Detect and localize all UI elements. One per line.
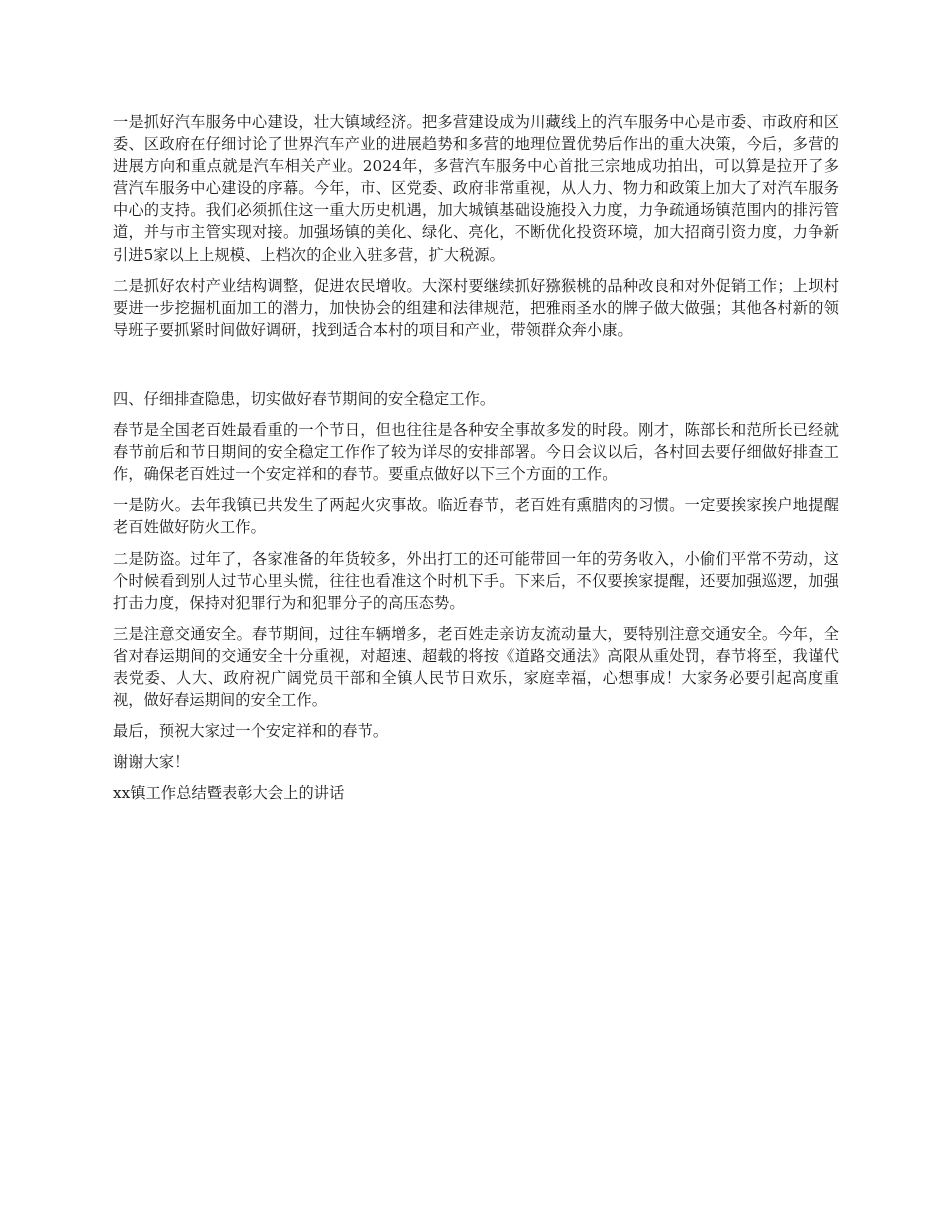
paragraph-fire-prevention: 一是防火。去年我镇已共发生了两起火灾事故。临近春节，老百姓有熏腊肉的习惯。一定要挨家挨户地提醒老百姓做好防火工作。: [113, 496, 839, 537]
paragraph-auto-service-center: 一是抓好汽车服务中心建设，壮大镇域经济。把多营建设成为川藏线上的汽车服务中心是市委、市政府和区委、区政府在仔细讨论了世界汽车产业的进展趋势和多营的地理位置优势后作出的重大决策，今后，多营的进展方向和重点就是汽车相关产业。2024年，多营汽车服务中心首批三宗地成功拍出，可以算是拉开了多营汽车服务中心建设的序幕。今年，市、区党委、政府非常重视，从人力、物力和政策上加大了对汽车服务中心的支持。我们必须抓住这一重大历史机遇，加大城镇基础设施投入力度，力争疏通场镇范围内的排污管道，并与市主管实现对接。加强场镇的美化、绿化、亮化，不断优化投资环境，加大招商引资力度，力争新引进5家以上上规模、上档次的企业入驻多营，扩大税源。: [113, 113, 839, 264]
paragraph-theft-prevention: 二是防盗。过年了，各家准备的年货较多，外出打工的还可能带回一年的劳务收入，小偷们平常不劳动，这个时候看到别人过节心里头慌，往往也看准这个时机下手。下来后，不仅要挨家提醒，还要加强巡逻，加强打击力度，保持对犯罪行为和犯罪分子的高压态势。: [113, 549, 839, 612]
paragraph-traffic-safety: 三是注意交通安全。春节期间，过往车辆增多，老百姓走亲访友流动量大，要特别注意交通安全。今年，全省对春运期间的交通安全十分重视，对超速、超载的将按《道路交通法》高限从重处罚，春节将至，我谨代表党委、人大、政府祝广阔党员干部和全镇人民节日欢乐，家庭幸福，心想事成！大家务必要引起高度重视，做好春运期间的安全工作。: [113, 624, 839, 710]
paragraph-rural-industry: 二是抓好农村产业结构调整，促进农民增收。大深村要继续抓好猕猴桃的品种改良和对外促销工作；上坝村要进一步挖掘机面加工的潜力，加快协会的组建和法律规范，把雅雨圣水的牌子做大做强；其他各村新的领导班子要抓紧时间做好调研，找到适合本村的项目和产业，带领群众奔小康。: [113, 276, 839, 339]
paragraph-thanks: 谢谢大家！: [113, 753, 190, 772]
paragraph-spring-festival: 春节是全国老百姓最看重的一个节日，但也往往是各种安全事故多发的时段。刚才，陈部长和范所长已经就春节前后和节日期间的安全稳定工作作了较为详尽的安排部署。今日会议以后，各村回去要仔细做好排查工作，确保老百姓过一个安定祥和的春节。要重点做好以下三个方面的工作。: [113, 421, 839, 484]
paragraph-closing-wish: 最后，预祝大家过一个安定祥和的春节。: [113, 722, 389, 741]
paragraph-gap: [113, 350, 839, 388]
section-heading-safety: 四、仔细排查隐患，切实做好春节期间的安全稳定工作。: [113, 389, 496, 408]
document-page: [113, 111, 839, 813]
document-title-footer: xx镇工作总结暨表彰大会上的讲话: [113, 784, 345, 803]
